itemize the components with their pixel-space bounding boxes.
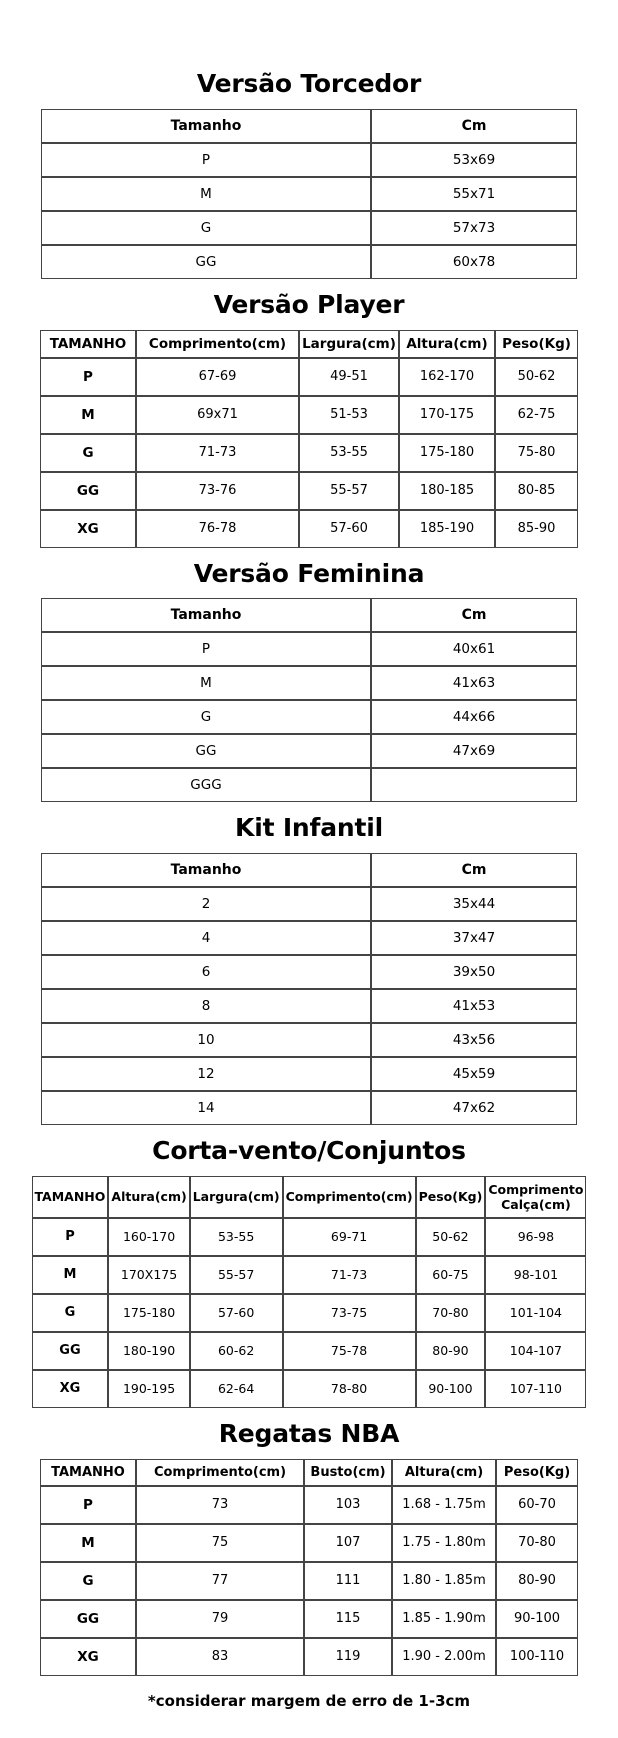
table-row — [41, 989, 577, 1023]
cell-size: 2 — [41, 887, 371, 921]
cell-value: 175-180 — [108, 1294, 189, 1332]
cell-value: 96-98 — [485, 1218, 586, 1256]
cell-value: 60-70 — [496, 1486, 578, 1524]
cell-size: P — [40, 358, 136, 396]
table-row — [41, 1023, 577, 1057]
cell-value: 53x69 — [371, 143, 577, 177]
table-row — [41, 211, 577, 245]
cell-value: 80-90 — [416, 1332, 486, 1370]
column-header: Comprimento(cm) — [136, 330, 299, 358]
cell-value: 180-190 — [108, 1332, 189, 1370]
cell-value: 85-90 — [495, 510, 578, 548]
cell-value: 1.90 - 2.00m — [392, 1638, 496, 1676]
cell-size: G — [41, 700, 371, 734]
cell-size: GG — [41, 245, 371, 279]
cell-value: 77 — [136, 1562, 304, 1600]
cell-value: 100-110 — [496, 1638, 578, 1676]
table-row — [32, 1256, 587, 1294]
column-header: Largura(cm) — [299, 330, 399, 358]
table-header-row — [40, 330, 578, 358]
cell-size: M — [40, 1524, 136, 1562]
table-row — [41, 768, 577, 802]
cell-size: P — [41, 632, 371, 666]
cell-value: 1.80 - 1.85m — [392, 1562, 496, 1600]
column-header: Altura(cm) — [399, 330, 495, 358]
section-title-regatas-nba: Regatas NBA — [218, 1418, 400, 1448]
table-row — [32, 1370, 587, 1408]
column-header: Peso(Kg) — [496, 1459, 578, 1486]
cell-value: 41x53 — [371, 989, 577, 1023]
column-header: Cm — [371, 598, 577, 632]
section-versao-torcedor — [0, 70, 618, 279]
table-corta-vento-conjuntos — [32, 1176, 587, 1408]
section-title-versao-torcedor: Versão Torcedor — [196, 69, 422, 98]
cell-value: 67-69 — [136, 358, 299, 396]
column-header: Comprimento Calça(cm) — [485, 1176, 586, 1218]
column-header: Busto(cm) — [304, 1459, 392, 1486]
table-row — [41, 1057, 577, 1091]
cell-value: 90-100 — [416, 1370, 486, 1408]
cell-size: G — [41, 211, 371, 245]
cell-value: 62-75 — [495, 396, 578, 434]
table-row — [41, 921, 577, 955]
cell-value: 39x50 — [371, 955, 577, 989]
cell-value: 69x71 — [136, 396, 299, 434]
cell-size: M — [41, 177, 371, 211]
column-header: Tamanho — [41, 109, 371, 143]
table-row — [40, 1562, 578, 1600]
cell-size: XG — [32, 1370, 109, 1408]
cell-value: 80-85 — [495, 472, 578, 510]
cell-value: 1.75 - 1.80m — [392, 1524, 496, 1562]
cell-value: 55-57 — [190, 1256, 283, 1294]
cell-value: 43x56 — [371, 1023, 577, 1057]
cell-size: 4 — [41, 921, 371, 955]
table-row — [41, 734, 577, 768]
cell-value: 75-78 — [283, 1332, 416, 1370]
table-row — [41, 887, 577, 921]
section-title-versao-feminina: Versão Feminina — [193, 558, 425, 588]
section-title-versao-player: Versão Player — [213, 289, 405, 319]
table-row — [40, 358, 578, 396]
cell-value: 103 — [304, 1486, 392, 1524]
column-header: Altura(cm) — [392, 1459, 496, 1486]
section-versao-feminina — [0, 560, 618, 803]
cell-size: GG — [40, 472, 136, 510]
section-title-corta-vento-conjuntos: Corta-vento/Conjuntos — [152, 1136, 466, 1165]
cell-value: 47x62 — [371, 1091, 577, 1125]
cell-size: GG — [32, 1332, 109, 1370]
cell-size: P — [41, 143, 371, 177]
table-row — [40, 472, 578, 510]
column-header: TAMANHO — [32, 1176, 109, 1218]
cell-size: GG — [41, 734, 371, 768]
cell-value: 53-55 — [299, 434, 399, 472]
table-row — [40, 1524, 578, 1562]
cell-value: 175-180 — [399, 434, 495, 472]
cell-value: 76-78 — [136, 510, 299, 548]
column-header: TAMANHO — [40, 330, 136, 358]
column-header: Cm — [371, 853, 577, 887]
table-header-row — [41, 598, 577, 632]
cell-value: 55-57 — [299, 472, 399, 510]
table-row — [40, 1638, 578, 1676]
cell-value: 70-80 — [496, 1524, 578, 1562]
column-header: Peso(Kg) — [495, 330, 578, 358]
cell-value: 40x61 — [371, 632, 577, 666]
cell-value: 78-80 — [283, 1370, 416, 1408]
cell-value: 79 — [136, 1600, 304, 1638]
cell-size: G — [40, 1562, 136, 1600]
cell-value: 41x63 — [371, 666, 577, 700]
cell-size: G — [32, 1294, 109, 1332]
cell-value: 60-62 — [190, 1332, 283, 1370]
cell-value — [371, 768, 577, 802]
column-header: Comprimento(cm) — [136, 1459, 304, 1486]
cell-value: 73-75 — [283, 1294, 416, 1332]
cell-value: 44x66 — [371, 700, 577, 734]
cell-size: GG — [40, 1600, 136, 1638]
table-row — [40, 434, 578, 472]
column-header: TAMANHO — [40, 1459, 136, 1486]
cell-value: 1.68 - 1.75m — [392, 1486, 496, 1524]
cell-size: XG — [40, 1638, 136, 1676]
cell-value: 51-53 — [299, 396, 399, 434]
column-header: Largura(cm) — [190, 1176, 283, 1218]
cell-size: 6 — [41, 955, 371, 989]
table-row — [41, 955, 577, 989]
section-regatas-nba — [0, 1420, 618, 1676]
cell-value: 57-60 — [190, 1294, 283, 1332]
table-row — [32, 1332, 587, 1370]
cell-value: 107-110 — [485, 1370, 586, 1408]
cell-value: 185-190 — [399, 510, 495, 548]
cell-value: 119 — [304, 1638, 392, 1676]
cell-value: 170X175 — [108, 1256, 189, 1294]
table-row — [32, 1218, 587, 1256]
table-row — [41, 177, 577, 211]
cell-value: 70-80 — [416, 1294, 486, 1332]
section-kit-infantil — [0, 814, 618, 1125]
section-corta-vento-conjuntos — [0, 1137, 618, 1408]
cell-size: 10 — [41, 1023, 371, 1057]
cell-value: 75-80 — [495, 434, 578, 472]
cell-value: 1.85 - 1.90m — [392, 1600, 496, 1638]
column-header: Tamanho — [41, 598, 371, 632]
cell-value: 60x78 — [371, 245, 577, 279]
column-header: Peso(Kg) — [416, 1176, 486, 1218]
cell-value: 115 — [304, 1600, 392, 1638]
cell-size: M — [41, 666, 371, 700]
column-header: Cm — [371, 109, 577, 143]
table-header-row — [41, 109, 577, 143]
table-row — [41, 1091, 577, 1125]
cell-value: 55x71 — [371, 177, 577, 211]
cell-value: 98-101 — [485, 1256, 586, 1294]
cell-value: 35x44 — [371, 887, 577, 921]
cell-value: 57-60 — [299, 510, 399, 548]
table-row — [41, 700, 577, 734]
cell-size: XG — [40, 510, 136, 548]
section-title-kit-infantil: Kit Infantil — [235, 813, 383, 843]
section-versao-player — [0, 291, 618, 548]
cell-value: 71-73 — [283, 1256, 416, 1294]
cell-size: GGG — [41, 768, 371, 802]
cell-value: 101-104 — [485, 1294, 586, 1332]
cell-value: 69-71 — [283, 1218, 416, 1256]
cell-value: 162-170 — [399, 358, 495, 396]
table-row — [41, 245, 577, 279]
cell-size: G — [40, 434, 136, 472]
cell-value: 50-62 — [495, 358, 578, 396]
cell-value: 73-76 — [136, 472, 299, 510]
cell-size: M — [40, 396, 136, 434]
cell-value: 45x59 — [371, 1057, 577, 1091]
column-header: Altura(cm) — [108, 1176, 189, 1218]
table-row — [32, 1294, 587, 1332]
cell-size: P — [32, 1218, 109, 1256]
cell-value: 62-64 — [190, 1370, 283, 1408]
column-header: Tamanho — [41, 853, 371, 887]
cell-value: 111 — [304, 1562, 392, 1600]
cell-value: 75 — [136, 1524, 304, 1562]
cell-value: 53-55 — [190, 1218, 283, 1256]
cell-value: 104-107 — [485, 1332, 586, 1370]
table-versao-feminina — [41, 598, 577, 802]
table-header-row — [40, 1459, 578, 1486]
table-header-row — [41, 853, 577, 887]
cell-size: P — [40, 1486, 136, 1524]
cell-value: 190-195 — [108, 1370, 189, 1408]
table-versao-torcedor — [41, 109, 577, 279]
table-versao-player — [40, 330, 578, 548]
cell-value: 83 — [136, 1638, 304, 1676]
cell-value: 180-185 — [399, 472, 495, 510]
cell-size: M — [32, 1256, 109, 1294]
cell-value: 47x69 — [371, 734, 577, 768]
cell-value: 37x47 — [371, 921, 577, 955]
table-row — [40, 510, 578, 548]
cell-value: 80-90 — [496, 1562, 578, 1600]
cell-value: 50-62 — [416, 1218, 486, 1256]
cell-value: 60-75 — [416, 1256, 486, 1294]
footnote-margem-erro: *considerar margem de erro de 1-3cm — [147, 1691, 471, 1710]
column-header: Comprimento(cm) — [283, 1176, 416, 1218]
table-header-row — [32, 1176, 587, 1218]
cell-value: 71-73 — [136, 434, 299, 472]
cell-size: 8 — [41, 989, 371, 1023]
cell-size: 14 — [41, 1091, 371, 1125]
cell-value: 170-175 — [399, 396, 495, 434]
cell-value: 73 — [136, 1486, 304, 1524]
cell-value: 160-170 — [108, 1218, 189, 1256]
cell-value: 57x73 — [371, 211, 577, 245]
table-row — [40, 1486, 578, 1524]
table-row — [40, 1600, 578, 1638]
cell-value: 49-51 — [299, 358, 399, 396]
table-row — [41, 143, 577, 177]
cell-value: 107 — [304, 1524, 392, 1562]
table-row — [41, 632, 577, 666]
cell-value: 90-100 — [496, 1600, 578, 1638]
table-kit-infantil — [41, 853, 577, 1125]
table-row — [40, 396, 578, 434]
table-row — [41, 666, 577, 700]
table-regatas-nba — [40, 1459, 578, 1676]
cell-size: 12 — [41, 1057, 371, 1091]
